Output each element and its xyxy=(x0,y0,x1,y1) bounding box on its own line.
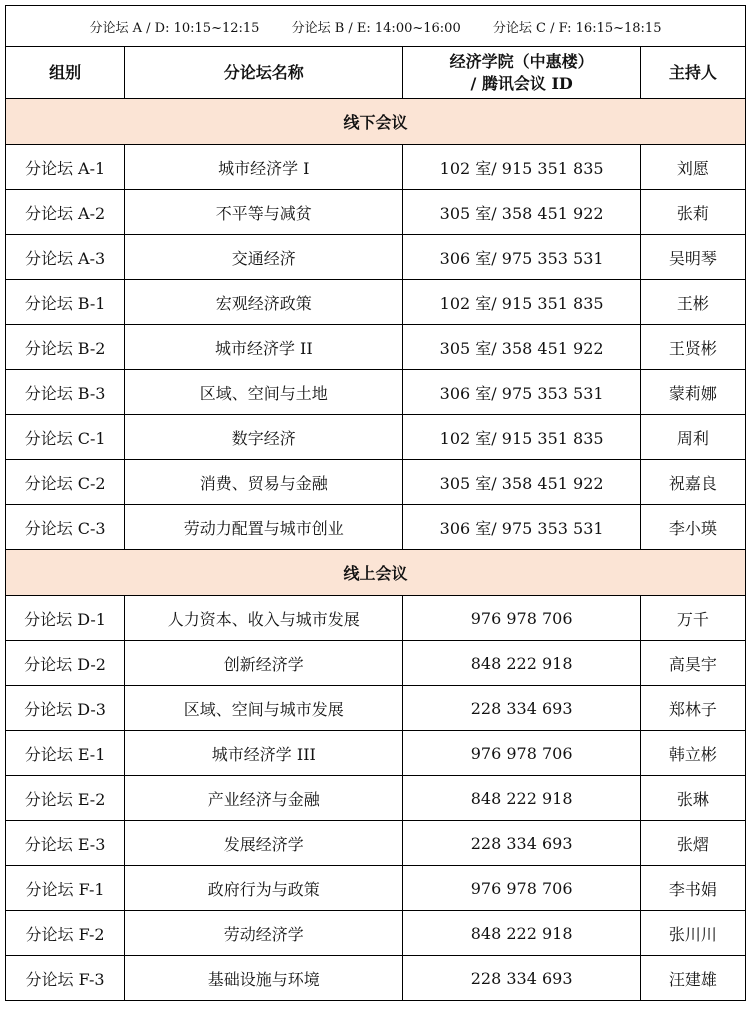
host-cell: 刘愿 xyxy=(640,145,745,190)
host-cell: 周利 xyxy=(640,415,745,460)
header-row xyxy=(6,47,746,99)
header-host: 主持人 xyxy=(640,47,745,99)
forum-name-cell: 数字经济 xyxy=(125,415,403,460)
forum-group-cell: 分论坛 F-1 xyxy=(6,866,125,911)
header-group: 组别 xyxy=(6,47,125,99)
section-title: 线上会议 xyxy=(6,550,746,596)
forum-group-cell: 分论坛 C-3 xyxy=(6,505,125,550)
table-row xyxy=(6,415,746,460)
table-row xyxy=(6,235,746,280)
forum-name-cell: 消费、贸易与金融 xyxy=(125,460,403,505)
forum-group-cell: 分论坛 E-2 xyxy=(6,776,125,821)
table-row xyxy=(6,596,746,641)
host-cell: 张川川 xyxy=(640,911,745,956)
host-cell: 张琳 xyxy=(640,776,745,821)
room-meeting-id-cell: 848 222 918 xyxy=(403,641,640,686)
schedule-body xyxy=(6,6,746,1001)
room-meeting-id-cell: 305 室/ 358 451 922 xyxy=(403,190,640,235)
section-title: 线下会议 xyxy=(6,99,746,145)
header-room-line1: 经济学院（中惠楼） xyxy=(449,51,594,71)
host-cell: 万千 xyxy=(640,596,745,641)
table-row xyxy=(6,776,746,821)
table-row xyxy=(6,370,746,415)
room-meeting-id-cell: 228 334 693 xyxy=(403,956,640,1001)
forum-name-cell: 人力资本、收入与城市发展 xyxy=(125,596,403,641)
forum-group-cell: 分论坛 B-3 xyxy=(6,370,125,415)
host-cell: 张熠 xyxy=(640,821,745,866)
forum-group-cell: 分论坛 A-3 xyxy=(6,235,125,280)
table-row xyxy=(6,505,746,550)
room-meeting-id-cell: 976 978 706 xyxy=(403,866,640,911)
forum-name-cell: 区域、空间与城市发展 xyxy=(125,686,403,731)
forum-name-cell: 发展经济学 xyxy=(125,821,403,866)
section-row xyxy=(6,99,746,145)
forum-name-cell: 劳动经济学 xyxy=(125,911,403,956)
section-row xyxy=(6,550,746,596)
host-cell: 吴明琴 xyxy=(640,235,745,280)
time-slot-a-d: 分论坛 A / D: 10:15~12:15 xyxy=(89,20,260,36)
table-row xyxy=(6,280,746,325)
forum-name-cell: 政府行为与政策 xyxy=(125,866,403,911)
forum-name-cell: 城市经济学 I xyxy=(125,145,403,190)
table-row xyxy=(6,731,746,776)
forum-group-cell: 分论坛 E-1 xyxy=(6,731,125,776)
header-room-line2: / 腾讯会议 ID xyxy=(470,73,573,93)
table-row xyxy=(6,956,746,1001)
room-meeting-id-cell: 305 室/ 358 451 922 xyxy=(403,460,640,505)
room-meeting-id-cell: 848 222 918 xyxy=(403,911,640,956)
room-meeting-id-cell: 976 978 706 xyxy=(403,596,640,641)
time-slot-c-f: 分论坛 C / F: 16:15~18:15 xyxy=(492,20,662,36)
time-slot-cell xyxy=(6,6,746,47)
room-meeting-id-cell: 306 室/ 975 353 531 xyxy=(403,235,640,280)
host-cell: 韩立彬 xyxy=(640,731,745,776)
forum-group-cell: 分论坛 E-3 xyxy=(6,821,125,866)
time-slot-b-e: 分论坛 B / E: 14:00~16:00 xyxy=(291,20,461,36)
host-cell: 李小瑛 xyxy=(640,505,745,550)
host-cell: 张莉 xyxy=(640,190,745,235)
forum-name-cell: 区域、空间与土地 xyxy=(125,370,403,415)
host-cell: 祝嘉良 xyxy=(640,460,745,505)
forum-group-cell: 分论坛 C-2 xyxy=(6,460,125,505)
table-row xyxy=(6,866,746,911)
room-meeting-id-cell: 306 室/ 975 353 531 xyxy=(403,505,640,550)
forum-name-cell: 交通经济 xyxy=(125,235,403,280)
forum-schedule-table xyxy=(5,5,746,1001)
forum-name-cell: 产业经济与金融 xyxy=(125,776,403,821)
host-cell: 李书娟 xyxy=(640,866,745,911)
forum-group-cell: 分论坛 B-2 xyxy=(6,325,125,370)
forum-name-cell: 劳动力配置与城市创业 xyxy=(125,505,403,550)
host-cell: 王彬 xyxy=(640,280,745,325)
forum-name-cell: 城市经济学 III xyxy=(125,731,403,776)
forum-name-cell: 基础设施与环境 xyxy=(125,956,403,1001)
forum-group-cell: 分论坛 F-2 xyxy=(6,911,125,956)
forum-group-cell: 分论坛 D-3 xyxy=(6,686,125,731)
room-meeting-id-cell: 102 室/ 915 351 835 xyxy=(403,145,640,190)
room-meeting-id-cell: 228 334 693 xyxy=(403,821,640,866)
table-row xyxy=(6,190,746,235)
forum-group-cell: 分论坛 B-1 xyxy=(6,280,125,325)
table-row xyxy=(6,911,746,956)
room-meeting-id-cell: 976 978 706 xyxy=(403,731,640,776)
host-cell: 王贤彬 xyxy=(640,325,745,370)
time-slot-row xyxy=(6,6,746,47)
room-meeting-id-cell: 228 334 693 xyxy=(403,686,640,731)
table-row xyxy=(6,686,746,731)
forum-group-cell: 分论坛 A-1 xyxy=(6,145,125,190)
header-room xyxy=(403,47,640,99)
table-row xyxy=(6,145,746,190)
forum-name-cell: 不平等与减贫 xyxy=(125,190,403,235)
forum-name-cell: 城市经济学 II xyxy=(125,325,403,370)
table-row xyxy=(6,325,746,370)
host-cell: 高昊宇 xyxy=(640,641,745,686)
table-row xyxy=(6,460,746,505)
header-forum-name: 分论坛名称 xyxy=(125,47,403,99)
host-cell: 汪建雄 xyxy=(640,956,745,1001)
room-meeting-id-cell: 305 室/ 358 451 922 xyxy=(403,325,640,370)
room-meeting-id-cell: 102 室/ 915 351 835 xyxy=(403,415,640,460)
forum-name-cell: 创新经济学 xyxy=(125,641,403,686)
forum-group-cell: 分论坛 C-1 xyxy=(6,415,125,460)
room-meeting-id-cell: 848 222 918 xyxy=(403,776,640,821)
host-cell: 蒙莉娜 xyxy=(640,370,745,415)
forum-group-cell: 分论坛 D-1 xyxy=(6,596,125,641)
table-row xyxy=(6,821,746,866)
host-cell: 郑林子 xyxy=(640,686,745,731)
room-meeting-id-cell: 306 室/ 975 353 531 xyxy=(403,370,640,415)
table-row xyxy=(6,641,746,686)
forum-group-cell: 分论坛 A-2 xyxy=(6,190,125,235)
room-meeting-id-cell: 102 室/ 915 351 835 xyxy=(403,280,640,325)
forum-name-cell: 宏观经济政策 xyxy=(125,280,403,325)
forum-group-cell: 分论坛 F-3 xyxy=(6,956,125,1001)
forum-group-cell: 分论坛 D-2 xyxy=(6,641,125,686)
